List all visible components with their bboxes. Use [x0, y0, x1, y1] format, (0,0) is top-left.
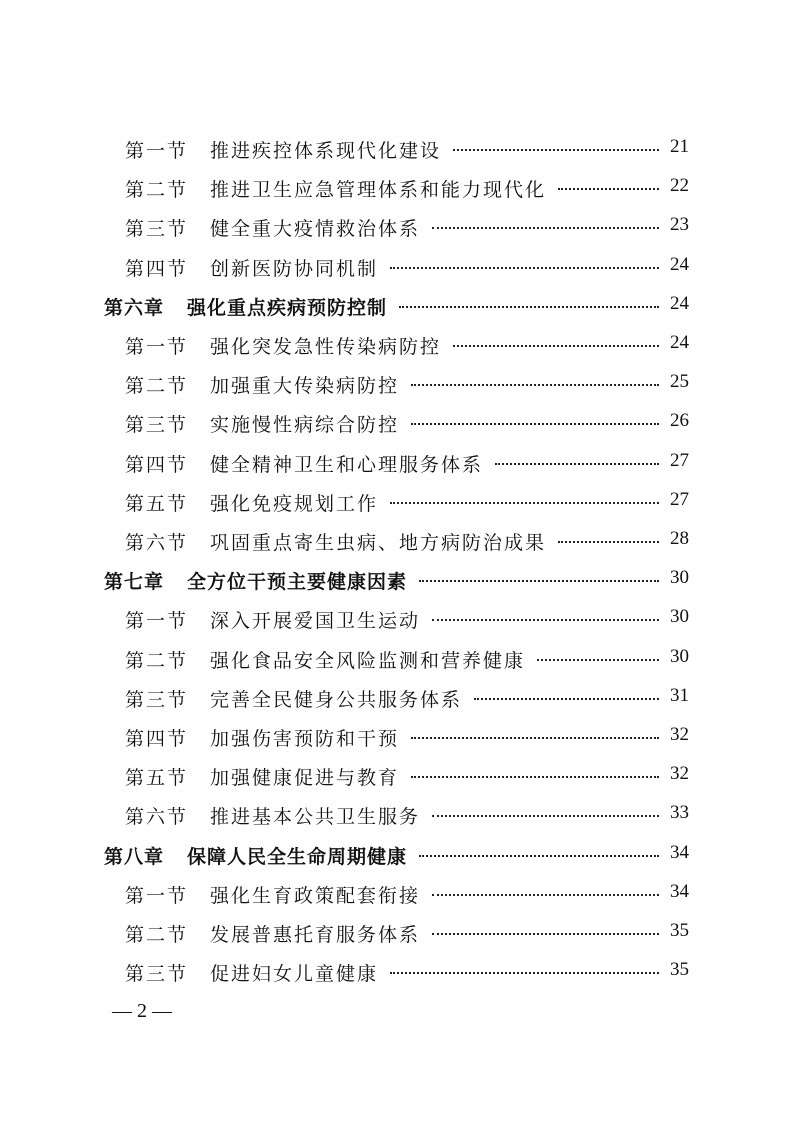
chapter-title: 保障人民全生命周期健康 — [187, 846, 408, 868]
dot-leader — [432, 933, 659, 935]
page-ref: 32 — [670, 763, 689, 784]
toc-section-entry — [0, 130, 793, 169]
section-number: 第二节 — [125, 650, 189, 672]
dot-leader — [432, 619, 659, 621]
page-ref: 30 — [670, 567, 689, 588]
page-ref: 32 — [670, 724, 689, 745]
section-title: 推进卫生应急管理体系和能力现代化 — [210, 179, 547, 201]
toc-section-entry — [0, 914, 793, 953]
dot-leader — [537, 659, 659, 661]
dot-leader — [411, 737, 659, 739]
dot-leader — [411, 423, 659, 425]
page-ref: 30 — [670, 606, 689, 627]
section-title: 巩固重点寄生虫病、地方病防治成果 — [210, 532, 547, 554]
section-number: 第二节 — [125, 375, 189, 397]
page-ref: 30 — [670, 646, 689, 667]
toc-section-entry — [0, 953, 793, 992]
section-title: 强化生育政策配套衔接 — [210, 885, 421, 907]
toc-section-entry — [0, 640, 793, 679]
section-number: 第一节 — [125, 140, 189, 162]
section-number: 第六节 — [125, 532, 189, 554]
toc-section-entry — [0, 875, 793, 914]
page-ref: 34 — [670, 881, 689, 902]
toc-section-entry — [0, 169, 793, 208]
dot-leader — [474, 698, 659, 700]
page-ref: 26 — [670, 410, 689, 431]
page-ref: 24 — [670, 293, 689, 314]
toc-section-entry — [0, 208, 793, 247]
toc-chapter-entry — [0, 287, 793, 326]
page-ref: 21 — [670, 136, 689, 157]
dot-leader — [453, 345, 659, 347]
section-number: 第三节 — [125, 689, 189, 711]
page-ref: 31 — [670, 685, 689, 706]
dot-leader — [558, 188, 659, 190]
page-number: — 2 — — [112, 1000, 172, 1022]
dot-leader — [411, 776, 659, 778]
toc-section-entry — [0, 522, 793, 561]
section-title: 强化突发急性传染病防控 — [210, 336, 442, 358]
section-number: 第二节 — [125, 924, 189, 946]
page-ref: 35 — [670, 959, 689, 980]
section-title: 发展普惠托育服务体系 — [210, 924, 421, 946]
dot-leader — [453, 149, 659, 151]
chapter-title: 全方位干预主要健康因素 — [187, 571, 408, 593]
toc-chapter-entry — [0, 836, 793, 875]
page-ref: 23 — [670, 214, 689, 235]
page-ref: 34 — [670, 842, 689, 863]
toc-section-entry — [0, 365, 793, 404]
page-ref: 35 — [670, 920, 689, 941]
toc-section-entry — [0, 757, 793, 796]
dot-leader — [419, 580, 659, 582]
section-title: 加强健康促进与教育 — [210, 767, 400, 789]
section-title: 实施慢性病综合防控 — [210, 414, 400, 436]
page-ref: 28 — [670, 528, 689, 549]
section-title: 推进疾控体系现代化建设 — [210, 140, 442, 162]
toc-section-entry — [0, 326, 793, 365]
section-number: 第三节 — [125, 963, 189, 985]
dot-leader — [419, 855, 659, 857]
section-title: 促进妇女儿童健康 — [210, 963, 379, 985]
chapter-title: 强化重点疾病预防控制 — [187, 297, 388, 319]
page-ref: 22 — [670, 175, 689, 196]
section-title: 强化食品安全风险监测和营养健康 — [210, 650, 526, 672]
toc-section-entry — [0, 248, 793, 287]
dot-leader — [390, 972, 659, 974]
dot-leader — [411, 384, 659, 386]
toc-section-entry — [0, 404, 793, 443]
section-number: 第四节 — [125, 258, 189, 280]
dot-leader — [390, 502, 659, 504]
toc-chapter-entry — [0, 561, 793, 600]
section-title: 加强伤害预防和干预 — [210, 728, 400, 750]
section-number: 第一节 — [125, 336, 189, 358]
section-number: 第三节 — [125, 414, 189, 436]
page-ref: 27 — [670, 450, 689, 471]
section-title: 强化免疫规划工作 — [210, 493, 379, 515]
dot-leader — [432, 894, 659, 896]
section-title: 加强重大传染病防控 — [210, 375, 400, 397]
section-number: 第三节 — [125, 218, 189, 240]
page-ref: 27 — [670, 489, 689, 510]
chapter-number: 第七章 — [104, 571, 165, 593]
section-title: 完善全民健身公共服务体系 — [210, 689, 463, 711]
dot-leader — [558, 541, 659, 543]
page-ref: 24 — [670, 332, 689, 353]
toc-section-entry — [0, 796, 793, 835]
page-ref: 33 — [670, 802, 689, 823]
toc-section-entry — [0, 600, 793, 639]
dot-leader — [495, 463, 659, 465]
section-number: 第五节 — [125, 493, 189, 515]
section-number: 第四节 — [125, 454, 189, 476]
toc-section-entry — [0, 718, 793, 757]
section-title: 健全精神卫生和心理服务体系 — [210, 454, 484, 476]
dot-leader — [399, 306, 659, 308]
section-number: 第一节 — [125, 885, 189, 907]
chapter-number: 第六章 — [104, 297, 165, 319]
toc-section-entry — [0, 679, 793, 718]
section-number: 第五节 — [125, 767, 189, 789]
dot-leader — [390, 267, 659, 269]
section-title: 深入开展爱国卫生运动 — [210, 610, 421, 632]
page-ref: 25 — [670, 371, 689, 392]
section-number: 第二节 — [125, 179, 189, 201]
section-title: 健全重大疫情救治体系 — [210, 218, 421, 240]
section-number: 第一节 — [125, 610, 189, 632]
chapter-number: 第八章 — [104, 846, 165, 868]
section-title: 创新医防协同机制 — [210, 258, 379, 280]
section-number: 第六节 — [125, 806, 189, 828]
section-title: 推进基本公共卫生服务 — [210, 806, 421, 828]
page-ref: 24 — [670, 254, 689, 275]
dot-leader — [432, 227, 659, 229]
toc-section-entry — [0, 483, 793, 522]
dot-leader — [432, 815, 659, 817]
section-number: 第四节 — [125, 728, 189, 750]
toc-section-entry — [0, 444, 793, 483]
